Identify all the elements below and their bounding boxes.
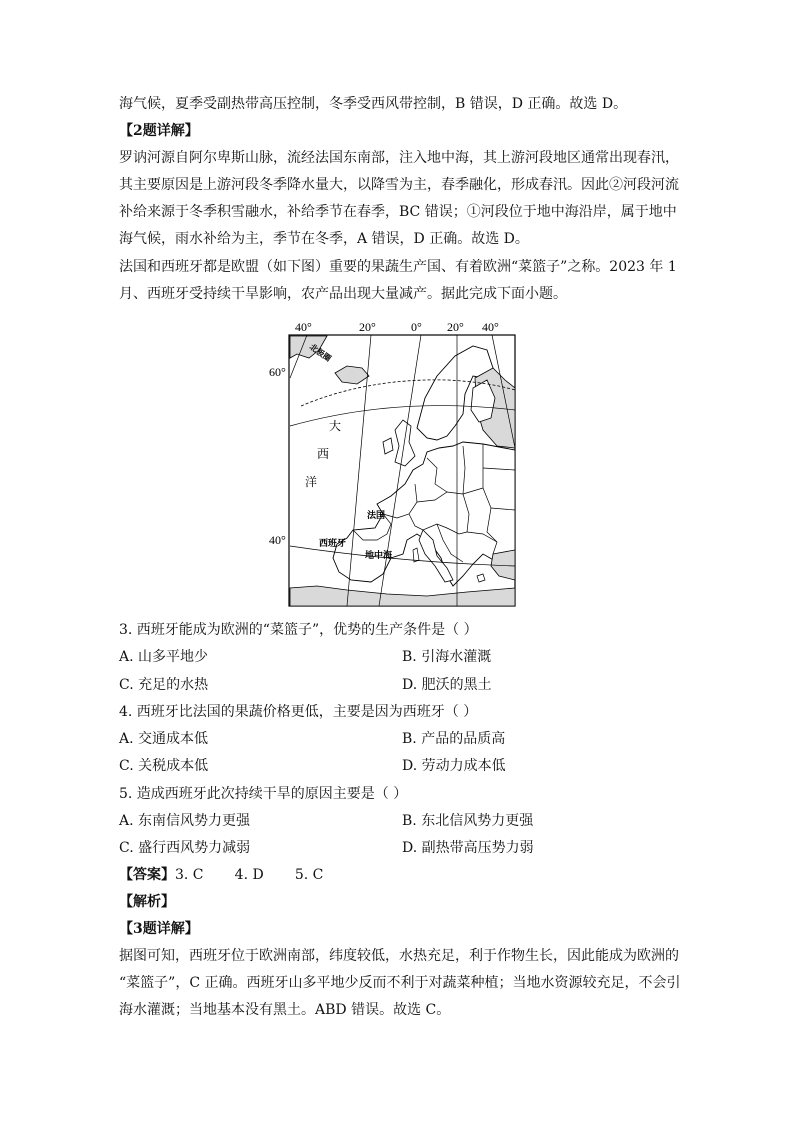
france-label: 法国 bbox=[367, 511, 386, 521]
paragraph-line: 法国和西班牙都是欧盟（如下图）重要的果蔬生产国、有着欧洲“菜篮子”之称。2023 年 1 bbox=[119, 259, 677, 275]
section-heading: 【2题详解】 bbox=[119, 123, 199, 139]
question-option: D. 副热带高压势力弱 bbox=[402, 840, 534, 856]
lat-label: 60° bbox=[269, 365, 286, 379]
atlantic-label: 大 bbox=[329, 419, 342, 433]
mediterranean-label: 地中海 bbox=[365, 551, 393, 561]
paragraph-line: 海气候，雨水补给为主，季节在冬季，A 错误，D 正确。故选 D。 bbox=[119, 231, 529, 247]
question-option: A. 交通成本低 bbox=[119, 731, 209, 747]
question-option: B. 引海水灌溉 bbox=[402, 649, 492, 665]
lon-label: 0° bbox=[411, 320, 422, 334]
spain-label: 西班牙 bbox=[319, 539, 347, 549]
paragraph-line: 海气候，夏季受副热带高压控制，冬季受西风带控制，B 错误，D 正确。故选 D。 bbox=[119, 96, 628, 112]
paragraph-line: “菜篮子”，C 正确。西班牙山多平地少反而不利于对蔬菜种植；当地水资源较充足，不会引 bbox=[119, 975, 681, 991]
answer-line bbox=[119, 865, 323, 885]
question-option: A. 山多平地少 bbox=[119, 649, 209, 665]
question-option: A. 东南信风势力更强 bbox=[119, 813, 251, 829]
question-option: D. 肥沃的黑土 bbox=[402, 677, 492, 693]
answer-values: 3. C 4. D 5. C bbox=[175, 867, 324, 883]
analysis-heading: 【解析】 bbox=[119, 894, 175, 910]
question-stem: 3. 西班牙能成为欧洲的“菜篮子”，优势的生产条件是（ ） bbox=[119, 622, 478, 638]
question-option: B. 东北信风势力更强 bbox=[402, 813, 534, 829]
question-option: D. 劳动力成本低 bbox=[402, 758, 506, 774]
europe-map bbox=[269, 318, 517, 608]
detail-heading: 【3题详解】 bbox=[119, 921, 199, 937]
paragraph-line: 其主要原因是上游河段冬季降水量大，以降雪为主，春季融化，形成春汛。因此②河段河流 bbox=[119, 177, 679, 193]
question-stem: 5. 造成西班牙此次持续干旱的原因主要是（ ） bbox=[119, 786, 408, 802]
atlantic-label: 洋 bbox=[305, 475, 318, 489]
lon-label: 40° bbox=[482, 320, 499, 334]
question-option: C. 充足的水热 bbox=[119, 677, 209, 693]
paragraph-line: 据图可知，西班牙位于欧洲南部，纬度较低，水热充足，利于作物生长，因此能成为欧洲的 bbox=[119, 948, 679, 964]
paragraph-line: 月、西班牙受持续干旱影响，农产品出现大量减产。据此完成下面小题。 bbox=[119, 286, 567, 302]
question-option: C. 关税成本低 bbox=[119, 758, 209, 774]
question-stem: 4. 西班牙比法国的果蔬价格更低，主要是因为西班牙（ ） bbox=[119, 704, 478, 720]
paragraph-line: 补给来源于冬季积雪融水，补给季节在春季，BC 错误；①河段位于地中海沿岸，属于地中 bbox=[119, 204, 677, 220]
question-option: B. 产品的品质高 bbox=[402, 731, 506, 747]
lon-label: 20° bbox=[359, 320, 376, 334]
paragraph-line: 海水灌溉；当地基本没有黑土。ABD 错误。故选 C。 bbox=[119, 1002, 451, 1018]
lat-label: 40° bbox=[269, 533, 286, 547]
lon-label: 20° bbox=[447, 320, 464, 334]
answer-label: 【答案】 bbox=[119, 867, 175, 883]
question-option: C. 盛行西风势力减弱 bbox=[119, 840, 251, 856]
paragraph-line: 罗讷河源自阿尔卑斯山脉，流经法国东南部，注入地中海，其上游河段地区通常出现春汛， bbox=[119, 150, 679, 166]
atlantic-label: 西 bbox=[317, 447, 330, 461]
lon-label: 40° bbox=[295, 320, 312, 334]
arctic-circle-label: 北极圈 bbox=[307, 341, 334, 364]
